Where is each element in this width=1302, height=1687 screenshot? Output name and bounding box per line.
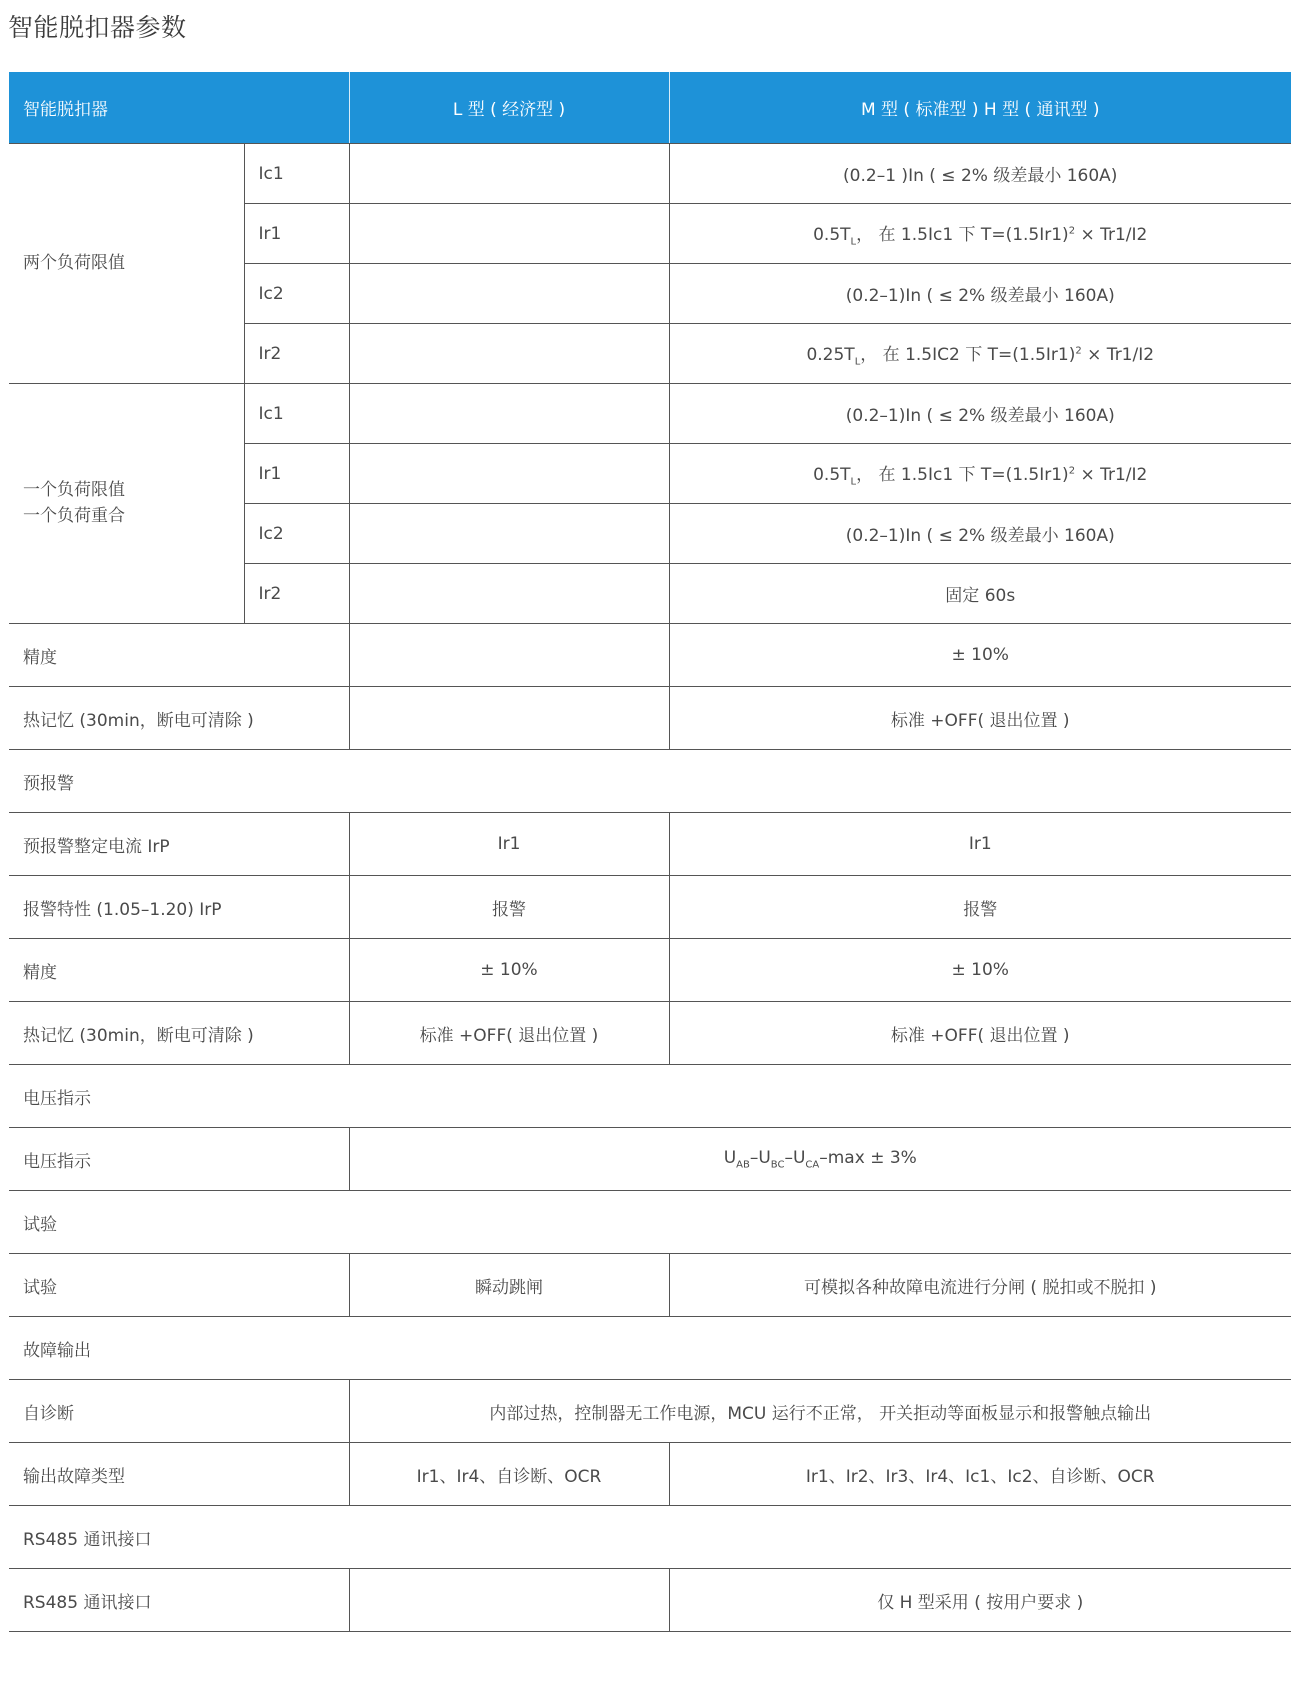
section-row [9,1506,1291,1569]
group-label-one-limit: 一个负荷限值 一个负荷重合 [9,384,244,624]
row-label: 热记忆 (30min，断电可清除 ) [9,687,349,750]
row-label: 热记忆 (30min，断电可清除 ) [9,1002,349,1065]
l-type-cell [349,384,669,444]
row-label: 自诊断 [9,1380,349,1443]
table-row [9,687,1291,750]
row-label: 精度 [9,939,349,1002]
l-type-cell: ± 10% [349,939,669,1002]
l-type-cell: Ir1 [349,813,669,876]
mh-type-cell: 仅 H 型采用 ( 按用户要求 ) [669,1569,1291,1632]
l-type-cell [349,504,669,564]
spec-table [9,72,1291,1632]
self-diag-value: 内部过热，控制器无工作电源，MCU 运行不正常， 开关拒动等面板显示和报警触点输出 [349,1380,1291,1443]
row-label: 输出故障类型 [9,1443,349,1506]
mh-type-cell: 报警 [669,876,1291,939]
mh-type-cell: $0.5T_L$， 在 1.5Ic1 下 $T=(1.5Ir1)^2 \times Tr1/I2$ [669,444,1291,504]
page-title: 智能脱扣器参数 [8,13,187,42]
param-cell: Ic2 [244,504,349,564]
mh-type-cell: Ir1、Ir2、Ir3、Ir4、Ic1、Ic2、自诊断、OCR [669,1443,1291,1506]
section-heading: 故障输出 [9,1317,1291,1380]
l-type-cell [349,324,669,384]
section-heading: 电压指示 [9,1065,1291,1128]
param-cell: Ic2 [244,264,349,324]
section-row [9,750,1291,813]
mh-type-cell: 标准 +OFF( 退出位置 ) [669,687,1291,750]
l-type-cell [349,624,669,687]
table-row [9,813,1291,876]
row-label: 电压指示 [9,1128,349,1191]
param-cell: Ir1 [244,444,349,504]
param-cell: Ir2 [244,324,349,384]
mh-type-cell: 标准 +OFF( 退出位置 ) [669,1002,1291,1065]
section-row [9,1191,1291,1254]
param-cell: Ir2 [244,564,349,624]
l-type-cell [349,144,669,204]
voltage-value: $U_{AB}-U_{BC}-U_{CA}-\max \pm 3\%$ [349,1128,1291,1191]
table-row [9,144,1291,204]
table-row [9,876,1291,939]
section-row [9,1317,1291,1380]
table-row [9,1569,1291,1632]
row-label: 报警特性 (1.05–1.20) IrP [9,876,349,939]
mh-type-cell: ± 10% [669,939,1291,1002]
param-cell: Ic1 [244,384,349,444]
mh-type-cell: (0.2–1)In ( ≤ 2% 级差最小 160A) [669,264,1291,324]
mh-type-cell: Ir1 [669,813,1291,876]
l-type-cell [349,444,669,504]
param-cell: Ic1 [244,144,349,204]
mh-type-cell: 固定 60s [669,564,1291,624]
table-row [9,1002,1291,1065]
table-row [9,624,1291,687]
l-type-cell: 报警 [349,876,669,939]
header-col-l-type: L 型 ( 经济型 ) [349,72,669,144]
section-heading: 预报警 [9,750,1291,813]
l-type-cell: Ir1、Ir4、自诊断、OCR [349,1443,669,1506]
table-row [9,1128,1291,1191]
table-row [9,384,1291,444]
mh-type-cell: 可模拟各种故障电流进行分闸 ( 脱扣或不脱扣 ) [669,1254,1291,1317]
row-label: 试验 [9,1254,349,1317]
table-row [9,939,1291,1002]
table-row [9,1380,1291,1443]
header-col-mh-type: M 型 ( 标准型 ) H 型 ( 通讯型 ) [669,72,1291,144]
row-label: 预报警整定电流 IrP [9,813,349,876]
mh-type-cell: $0.25T_L$， 在 1.5IC2 下 $T=(1.5Ir1)^2 \times Tr1/I2$ [669,324,1291,384]
mh-type-cell: (0.2–1)In ( ≤ 2% 级差最小 160A) [669,384,1291,444]
l-type-cell: 标准 +OFF( 退出位置 ) [349,1002,669,1065]
l-type-cell [349,687,669,750]
group-label-two-limits: 两个负荷限值 [9,144,244,384]
section-heading: 试验 [9,1191,1291,1254]
l-type-cell [349,564,669,624]
section-heading: RS485 通讯接口 [9,1506,1291,1569]
l-type-cell [349,264,669,324]
mh-type-cell: (0.2–1)In ( ≤ 2% 级差最小 160A) [669,504,1291,564]
mh-type-cell: ± 10% [669,624,1291,687]
l-type-cell: 瞬动跳闸 [349,1254,669,1317]
table-row [9,1443,1291,1506]
table-row [9,1254,1291,1317]
mh-type-cell: (0.2–1 )In ( ≤ 2% 级差最小 160A) [669,144,1291,204]
param-cell: Ir1 [244,204,349,264]
mh-type-cell: $0.5T_L$， 在 1.5Ic1 下 $T=(1.5Ir1)^2 \times Tr1/I2$ [669,204,1291,264]
row-label: RS485 通讯接口 [9,1569,349,1632]
header-row [9,72,1291,144]
l-type-cell [349,204,669,264]
header-col-trip-unit: 智能脱扣器 [9,72,349,144]
l-type-cell [349,1569,669,1632]
row-label: 精度 [9,624,349,687]
section-row [9,1065,1291,1128]
